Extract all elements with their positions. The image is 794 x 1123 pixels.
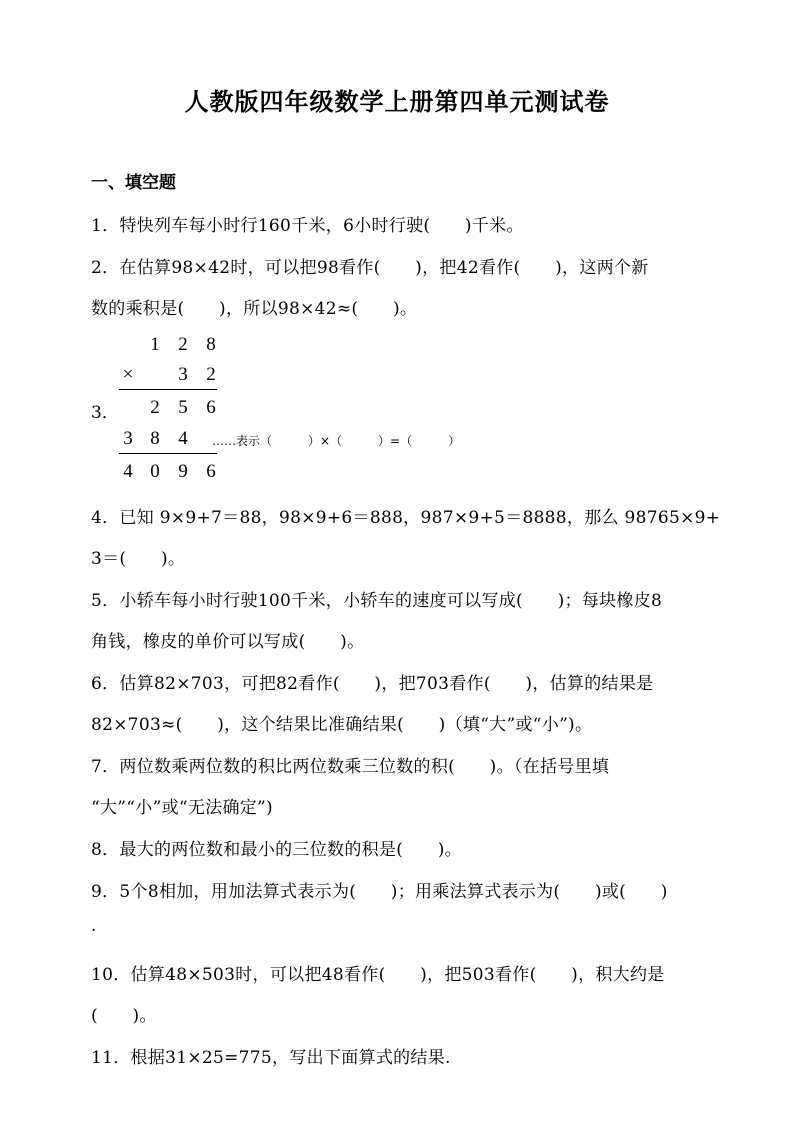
digit: 6 — [206, 397, 216, 418]
digit: 8 — [206, 334, 216, 355]
question-7-line-1: 7．两位数乘两位数的积比两位数乘三位数的积( )。（在括号里填 — [91, 757, 610, 777]
question-6-line-2: 82×703≈( )，这个结果比准确结果( )（填“大”或“小”)。 — [91, 715, 593, 735]
question-11: 11．根据31×25=775，写出下面算式的结果. — [91, 1048, 451, 1068]
digit: 3 — [123, 428, 133, 449]
divider-line — [119, 453, 217, 454]
times-sign: × — [122, 364, 134, 385]
question-5-line-1: 5．小轿车每小时行驶100千米，小轿车的速度可以写成( )；每块橡皮8 — [91, 591, 663, 611]
digit: 0 — [150, 461, 160, 482]
digit: 1 — [150, 334, 160, 355]
digit: 2 — [206, 364, 216, 385]
question-8: 8．最大的两位数和最小的三位数的积是( )。 — [91, 840, 462, 860]
digit: 3 — [178, 364, 188, 385]
question-5-line-2: 角钱，橡皮的单价可以写成( )。 — [91, 632, 365, 652]
digit: 2 — [178, 334, 188, 355]
digit: 2 — [150, 397, 160, 418]
question-10-line-1: 10．估算48×503时，可以把48看作( )，把503看作( )，积大约是 — [91, 965, 665, 985]
page-title: 人教版四年级数学上册第四单元测试卷 — [184, 87, 610, 116]
digit: 6 — [206, 461, 216, 482]
question-6-line-1: 6．估算82×703，可把82看作( )，把703看作( )，估算的结果是 — [91, 674, 654, 694]
section-heading: 一、填空题 — [91, 173, 176, 193]
digit: 4 — [123, 461, 133, 482]
divider-line — [119, 389, 217, 390]
question-4-line-2: 3＝( )。 — [91, 549, 186, 569]
digit: 9 — [178, 461, 188, 482]
partial-product-note: ……表示（ ）×（ ）=（ ） — [212, 434, 461, 448]
digit: 8 — [150, 428, 160, 449]
question-3-number: 3． — [91, 403, 119, 423]
question-10-line-2: ( )。 — [91, 1006, 157, 1026]
question-9-line-2: . — [91, 916, 97, 936]
question-2-line-1: 2．在估算98×42时，可以把98看作( )，把42看作( )，这两个新 — [91, 258, 649, 278]
question-2-line-2: 数的乘积是( )，所以98×42≈( )。 — [91, 299, 418, 319]
digit: 5 — [178, 397, 188, 418]
question-4-line-1: 4．已知 9×9+7＝88，98×9+6＝888，987×9+5＝8888，那么 98765×9+ — [91, 508, 721, 528]
question-7-line-2: “大”“小”或“无法确定”) — [91, 798, 273, 818]
question-9-line-1: 9．5个8相加，用加法算式表示为( )；用乘法算式表示为( )或( ) — [91, 882, 668, 902]
question-1: 1．特快列车每小时行160千米，6小时行驶( )千米。 — [91, 216, 524, 236]
digit: 4 — [178, 428, 188, 449]
